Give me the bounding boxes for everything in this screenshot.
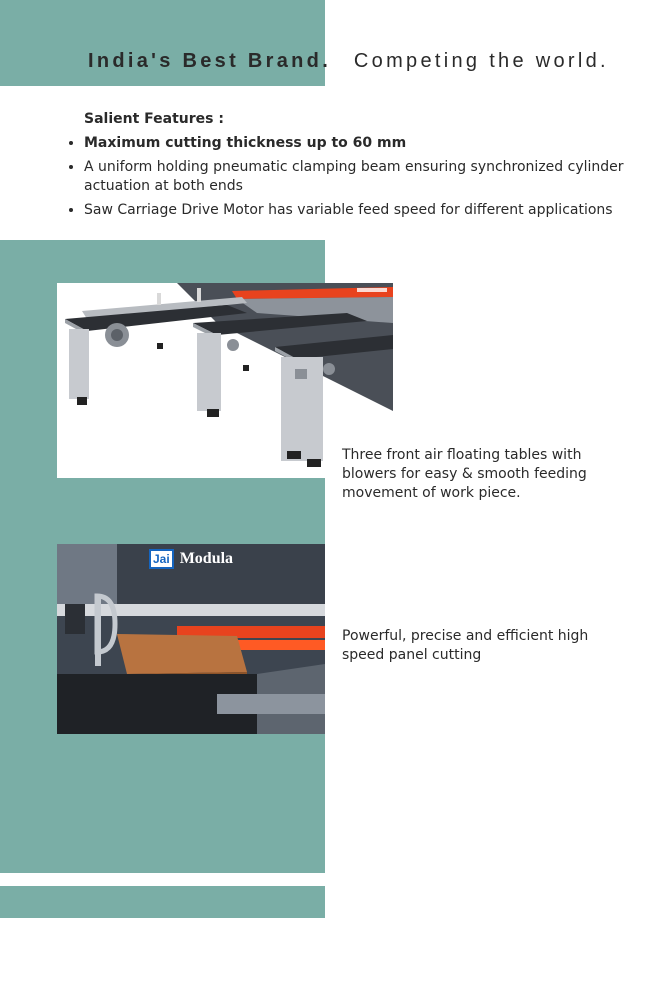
jai-logo-text: Jai <box>149 549 174 569</box>
top-teal-band <box>0 0 325 86</box>
tagline-strong: India's Best Brand. <box>88 50 332 72</box>
brand-logo <box>149 549 233 569</box>
tagline-light: Competing the world. <box>353 50 609 72</box>
modula-logo-text: Modula <box>179 550 234 567</box>
caption-panel-cutting: Powerful, precise and efficient high speed panel cutting <box>342 628 589 663</box>
salient-features <box>60 110 630 225</box>
feature-item: • A uniform holding pneumatic clamping beam ensuring synchronized cylinder actuation at both ends <box>84 158 630 196</box>
panel-cutting-illustration <box>57 544 325 734</box>
feature-item: • Maximum cutting thickness up to 60 mm <box>84 134 630 153</box>
panel-cutting-photo <box>57 544 325 734</box>
features-heading: Salient Features : <box>84 111 224 127</box>
tagline <box>88 50 609 73</box>
feature-item: • Saw Carriage Drive Motor has variable feed speed for different applications <box>84 201 630 220</box>
caption-air-tables: Three front air floating tables with blowers for easy & smooth feeding movement of work piece. <box>342 447 587 501</box>
features-list <box>60 134 630 220</box>
bottom-teal-band <box>0 886 325 918</box>
